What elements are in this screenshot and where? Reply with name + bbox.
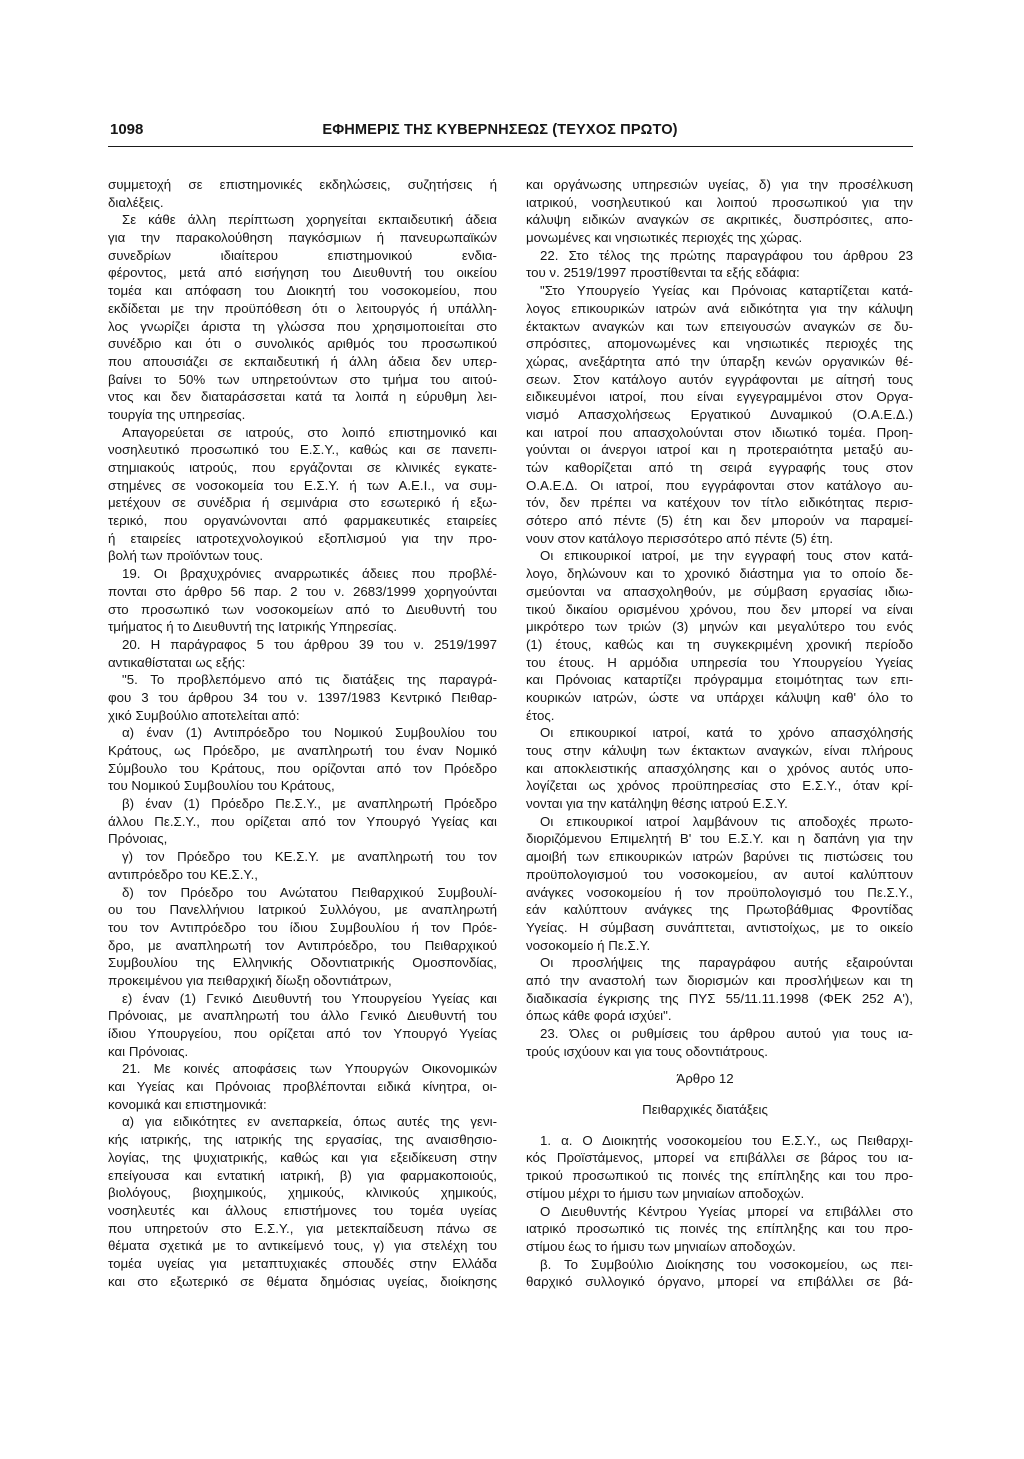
- text-line: του ν. 2519/1997 προστίθενται τα εξής εδάφια:: [526, 265, 800, 281]
- text-line: έτος.: [526, 707, 555, 723]
- text-line: Υγείας. Η σύμβαση συνάπτεται, αντιστοίχως, με το οικείο: [526, 919, 913, 935]
- text-line: σότερο από πέντε (5) έτη και δεν μπορούν να παραμεί-: [526, 513, 913, 529]
- text-line: στίμου μέχρι το ήμισυ των μηνιαίων αποδοχών.: [526, 1185, 805, 1201]
- text-line: Ο.Α.Ε.Δ. Οι ιατροί, που εγγράφονται στον κατάλογο αυ-: [526, 477, 913, 493]
- text-line: στο προσωπικό των νοσοκομείων από το Διευθυντή του: [108, 601, 497, 617]
- text-line: Οι προσλήψεις της παραγράφου αυτής εξαιρούνται: [540, 955, 913, 971]
- text-line: Οι επικουρικοί ιατροί, με την εγγραφή τους στον κατά-: [540, 548, 913, 564]
- spacer: [526, 1060, 913, 1070]
- text-line: ου του Πανελλήνιου Ιατρικού Συλλόγου, με αναπληρωτή: [108, 902, 497, 918]
- text-line: τρικού προσωπικού τις ποινές της επίπληξης και του προ-: [526, 1168, 913, 1184]
- text-line: ντος και δεν διαταράσσεται κατά τα λοιπά η εύρυθμη λει-: [108, 389, 497, 405]
- text-line: 23. Όλες οι ρυθμίσεις του άρθρου αυτού για τους ια-: [540, 1026, 913, 1041]
- left-column: [108, 176, 497, 1290]
- text-line: τικού δικαίου ορισμένου χρόνου, που δεν μπορεί να είναι: [526, 601, 913, 617]
- text-line: από την αναστολή των διορισμών και προσλήψεων και τη: [526, 972, 913, 988]
- text-line: μονωμένες και νησιωτικές περιοχές της χώρας.: [526, 230, 803, 246]
- text-line: βιολόγους, βιοχημικούς, χημικούς, κλινικούς χημικούς,: [108, 1185, 497, 1201]
- gazette-title: ΕΦΗΜΕΡΙΣ ΤΗΣ ΚΥΒΕΡΝΗΣΕΩΣ (ΤΕΥΧΟΣ ΠΡΩΤΟ): [322, 122, 678, 138]
- text-line: ιατρικού, νοσηλευτικού και λοιπού προσωπικού για την: [526, 194, 913, 210]
- text-line: για την παρακολούθηση παγκόσμιων ή πανευρωπαϊκών: [108, 230, 497, 246]
- text-line: Ο Διευθυντής Κέντρου Υγείας μπορεί να επιβάλλει στο: [540, 1203, 913, 1219]
- text-line: συμμετοχή σε επιστημονικές εκδηλώσεις, συζητήσεις ή: [108, 177, 497, 192]
- text-line: του έτους. Η αρμόδια υπηρεσία του Υπουργείου Υγείας: [526, 654, 913, 670]
- text-line: α) έναν (1) Αντιπρόεδρο του Νομικού Συμβουλίου του: [122, 725, 497, 741]
- article-heading: Άρθρο 12: [676, 1071, 734, 1087]
- text-line: αντικαθίσταται ως εξής:: [108, 654, 246, 670]
- text-line: λογίας, της ψυχιατρικής, καθώς και για εξειδίκευση στην: [108, 1149, 497, 1165]
- text-line: Συμβουλίου της Ελληνικής Οδοντιατρικής Ομοσπονδίας,: [108, 955, 497, 971]
- text-line: στημιακούς ιατρούς, που εργάζονται σε κλινικές εγκατε-: [108, 460, 497, 475]
- text-line: τομέα υγείας για μεταπτυχιακές σπουδές στην Ελλάδα: [108, 1255, 497, 1271]
- text-line: θαρχικό συλλογικό όργανο, μπορεί να επιβάλλει σε βά-: [526, 1274, 913, 1290]
- text-line: νοσηλευτικό προσωπικό του Ε.Σ.Υ., καθώς και σε πανεπι-: [108, 442, 497, 458]
- text-line: φου 3 του άρθρου 34 του ν. 1397/1983 Κεντρικό Πειθαρ-: [108, 689, 497, 705]
- text-line: σεων. Στον κατάλογο αυτόν εγγράφονται με αίτησή τους: [526, 371, 913, 387]
- text-line: νοσοκομείο ή Πε.Σ.Υ.: [526, 937, 651, 953]
- text-line: κός Προϊστάμενος, μπορεί να επιβάλλει σε βάρος του ια-: [526, 1150, 913, 1166]
- text-line: 19. Οι βραχυχρόνιες αναρρωτικές άδειες που προβλέ-: [122, 566, 497, 582]
- text-line: που απουσιάζει σε εκπαιδευτική ή άλλη άδεια δεν υπερ-: [108, 353, 497, 369]
- text-line: 22. Στο τέλος της πρώτης παραγράφου του άρθρου 23: [540, 247, 913, 263]
- text-line: φέροντος, μετά από εισήγηση του Διευθυντή του οικείου: [108, 265, 497, 281]
- text-line: Σε κάθε άλλη περίπτωση χορηγείται εκπαιδευτική άδεια: [122, 212, 497, 228]
- text-line: τους στην κάλυψη των έκτακτων αναγκών, είναι πλήρους: [526, 743, 913, 758]
- text-line: θέματα σχετικά με το αντικείμενό τους, γ) για στελέχη του: [108, 1238, 497, 1254]
- text-line: κουρικών ιατρών, ώστε να υπάρχει κάλυψη καθ' όλο το: [526, 689, 913, 705]
- text-line: μικρότερο των τριών (3) μηνών και μεγαλύτερο του ενός: [526, 619, 913, 635]
- text-line: (1) έτους, καθώς και τη συγκεκριμένη χρονική περίοδο: [526, 636, 913, 652]
- header-rule: [108, 146, 913, 147]
- text-line: τουργία της υπηρεσίας.: [108, 406, 246, 422]
- text-line: συνέδριο και ότι ο συνολικός αριθμός του προσωπικού: [108, 336, 497, 352]
- text-line: Κράτους, ως Πρόεδρο, με αναπληρωτή του έναν Νομικό: [108, 743, 497, 758]
- text-line: και στο εξωτερικό σε θέματα δημόσιας υγείας, διοίκησης: [108, 1273, 497, 1289]
- text-line: ή εταιρείες ιατροτεχνολογικού εξοπλισμού για την προ-: [108, 530, 497, 546]
- text-line: λογίζεται ως χρόνος προϋπηρεσίας στο Ε.Σ.Υ., όταν κρί-: [526, 778, 913, 794]
- text-line: τών καθορίζεται από τη σειρά εγγραφής τους στον: [526, 460, 913, 475]
- text-line: λογος επικουρικών ιατρών ανά ειδικότητα για την κάλυψη: [526, 300, 913, 316]
- text-line: τόν, δεν πρέπει να κατέχουν τον τίτλο ειδικότητας περισ-: [526, 495, 913, 511]
- text-line: κής ιατρικής, της ιατρικής της εργασίας, της αναισθησιο-: [108, 1132, 497, 1148]
- text-line: νισμό Απασχολήσεως Εργατικού Δυναμικού (Ο.Α.Ε.Δ.): [526, 406, 913, 422]
- text-line: αντιπρόεδρο του ΚΕ.Σ.Υ.,: [108, 866, 258, 882]
- text-line: στίμου έως το ήμισυ των μηνιαίων αποδοχών.: [526, 1238, 796, 1254]
- text-line: προϋπολογισμού του νοσοκομείου, αν αυτοί καλύπτουν: [526, 866, 913, 882]
- text-line: του Νομικού Συμβουλίου του Κράτους,: [108, 778, 335, 794]
- text-line: α) για ειδικότητες εν ανεπαρκεία, όπως αυτές της γενι-: [122, 1114, 497, 1130]
- text-line: τρούς ισχύουν και για τους οδοντιάτρους.: [526, 1043, 768, 1059]
- text-line: "Στο Υπουργείο Υγείας και Πρόνοιας καταρτίζεται κατά-: [540, 283, 913, 299]
- text-line: πονται στο άρθρο 56 παρ. 2 του ν. 2683/1999 χορηγούνται: [108, 583, 497, 599]
- text-line: νουν στον κατάλογο περισσότερο από πέντε (5) έτη.: [526, 530, 834, 546]
- text-line: άλλου Πε.Σ.Υ., που ορίζεται από τον Υπουργό Υγείας και: [108, 813, 497, 829]
- text-line: επείγουσα και εντατική ιατρική, β) για φαρμακοποιούς,: [108, 1167, 497, 1183]
- text-line: ε) έναν (1) Γενικό Διευθυντή του Υπουργείου Υγείας και: [122, 990, 497, 1006]
- text-line: χώρας, ανεξάρτητα από την ύπαρξη κενών οργανικών θέ-: [526, 353, 913, 369]
- text-line: εάν καλύπτουν ανάγκες της Πρωτοβάθμιας Φροντίδας: [526, 902, 913, 918]
- text-line: όπως κάθε φορά ισχύει".: [526, 1008, 672, 1024]
- text-line: τμήματος ή το Διευθυντή της Ιατρικής Υπηρεσίας.: [108, 619, 398, 635]
- spacer: [526, 1119, 913, 1132]
- text-line: αμοιβή των επικουρικών ιατρών βαρύνει τις πιστώσεις του: [526, 849, 913, 865]
- text-line: έκτακτων αναγκών και των επειγουσών αναγκών σε δυ-: [526, 318, 913, 334]
- text-line: εκδίδεται με την προϋπόθεση ότι ο λειτουργός ή υπάλλη-: [108, 300, 497, 316]
- text-line: Πρόνοιας, με αναπληρωτή του άλλο Γενικό Διευθυντή του: [108, 1008, 497, 1024]
- right-column: [526, 176, 913, 1291]
- text-line: ιατρικό προσωπικό τις ποινές της επίπληξης και του προ-: [526, 1221, 913, 1237]
- text-line: προκειμένου για πειθαρχική δίωξη οδοντιάτρων,: [108, 972, 392, 988]
- text-line: και Πρόνοιας.: [108, 1043, 189, 1059]
- text-line: νοσηλευτές και άλλους επιστήμονες του τομέα υγείας: [108, 1202, 497, 1218]
- text-line: σμεύονται να απασχοληθούν, με σύμβαση εργασίας ιδιω-: [526, 583, 913, 599]
- text-line: διοριζόμενου Επιμελητή Β' του Ε.Σ.Υ. και η δαπάνη για την: [526, 831, 913, 847]
- text-line: "5. Το προβλεπόμενο από τις διατάξεις της παραγρά-: [122, 672, 497, 688]
- text-line: Οι επικουρικοί ιατροί λαμβάνουν τις αποδοχές πρωτο-: [540, 813, 913, 829]
- text-line: Απαγορεύεται σε ιατρούς, στο λοιπό επιστημονικό και: [122, 424, 497, 440]
- page-number: 1098: [110, 121, 144, 138]
- text-line: Πρόνοιας,: [108, 831, 168, 847]
- text-line: Οι επικουρικοί ιατροί, κατά το χρόνο απασχόλησής: [540, 725, 913, 741]
- text-line: γούνται οι άνεργοι ιατροί και η προτεραιότητα μεταξύ αυ-: [526, 442, 913, 458]
- text-line: του τον Αντιπρόεδρο του ίδιου Συμβουλίου ή τον Πρόε-: [108, 919, 497, 935]
- text-line: Σύμβουλο του Κράτους, που ορίζονται από τον Πρόεδρο: [108, 760, 497, 776]
- text-line: ειδικευμένοι ιατροί, που είναι εγγεγραμμένοι στον Οργα-: [526, 389, 913, 405]
- text-line: 1. α. Ο Διοικητής νοσοκομείου του Ε.Σ.Υ., ως Πειθαρχι-: [540, 1132, 913, 1148]
- text-line: και Πρόνοιας καταρτίζει πρόγραμμα ετοιμότητας των επι-: [526, 672, 913, 688]
- text-line: λος γνωρίζει άριστα τη γλώσσα που χρησιμοποιείται στο: [108, 318, 497, 334]
- text-line: δρο, με αναπληρωτή τον Αντιπρόεδρο, του Πειθαρχικού: [108, 937, 497, 953]
- article-title: Πειθαρχικές διατάξεις: [642, 1102, 768, 1118]
- text-line: κάλυψη ειδικών αναγκών σε ακριτικές, δυσπρόσιτες, απο-: [526, 212, 913, 228]
- text-line: μετέχουν σε συνέδρια ή σεμινάρια στο εσωτερικό ή εξω-: [108, 495, 497, 511]
- text-line: 21. Με κοινές αποφάσεις των Υπουργών Οικονομικών: [122, 1061, 497, 1077]
- text-line: β) έναν (1) Πρόεδρο Πε.Σ.Υ., με αναπληρωτή Πρόεδρο: [122, 796, 497, 812]
- text-line: και αποκλειστικής απασχόλησης και ο χρόνος αυτός υπο-: [526, 760, 913, 776]
- text-line: βολή των προϊόντων τους.: [108, 548, 264, 564]
- text-line: τομέα και απόφαση του Διοικητή του νοσοκομείου, που: [108, 283, 497, 299]
- text-line: και Υγείας και Πρόνοιας προβλέπονται ειδικά κίνητρα, οι-: [108, 1079, 497, 1095]
- text-line: και οργάνωσης υπηρεσιών υγείας, δ) για την προσέλκυση: [526, 177, 913, 192]
- text-line: τερικό, που οργανώνονται από φαρμακευτικές εταιρείες: [108, 513, 497, 529]
- text-line: διαλέξεις.: [108, 194, 164, 210]
- text-line: ίδιου Υπουργείου, που ορίζεται από τον Υπουργό Υγείας: [108, 1026, 497, 1041]
- text-line: χικό Συμβούλιο αποτελείται από:: [108, 707, 300, 723]
- spacer: [526, 1088, 913, 1101]
- text-line: 20. Η παράγραφος 5 του άρθρου 39 του ν. 2519/1997: [122, 636, 497, 652]
- text-line: λογο, δηλώνουν και το χρονικό διάστημα για το οποίο δε-: [526, 566, 913, 582]
- text-line: γ) τον Πρόεδρο του ΚΕ.Σ.Υ. με αναπληρωτή του τον: [122, 849, 497, 865]
- text-line: στημένες σε νοσοκομεία του Ε.Σ.Υ. ή των Α.Ε.Ι., να συμ-: [108, 477, 497, 493]
- text-line: βαίνει το 50% των υπηρετούντων στο τμήμα του αιτού-: [108, 371, 497, 387]
- text-line: που υπηρετούν στο Ε.Σ.Υ., για μετεκπαίδευση πάνω σε: [108, 1220, 497, 1236]
- text-line: συνεδρίων ιδιαίτερου επιστημονικού ενδια-: [108, 247, 497, 263]
- text-line: δ) τον Πρόεδρο του Ανώτατου Πειθαρχικού Συμβουλί-: [122, 884, 497, 900]
- text-line: διαδικασία έγκρισης της ΠΥΣ 55/11.11.1998 (ΦΕΚ 252 Α'),: [526, 990, 913, 1006]
- text-line: κονομικά και επιστημονικά:: [108, 1096, 267, 1112]
- text-line: νονται για την κατάληψη θέσης ιατρού Ε.Σ.Υ.: [526, 796, 788, 812]
- text-line: σπρόσιτες, απομονωμένες και νησιωτικές περιοχές της: [526, 336, 913, 352]
- text-line: β. Το Συμβούλιο Διοίκησης του νοσοκομείου, ως πει-: [540, 1256, 913, 1272]
- text-line: και ιατροί που απασχολούνται στον ιδιωτικό τομέα. Προη-: [526, 424, 913, 440]
- text-line: ανάγκες νοσοκομείου ή τον προϋπολογισμό του Πε.Σ.Υ.,: [526, 884, 913, 900]
